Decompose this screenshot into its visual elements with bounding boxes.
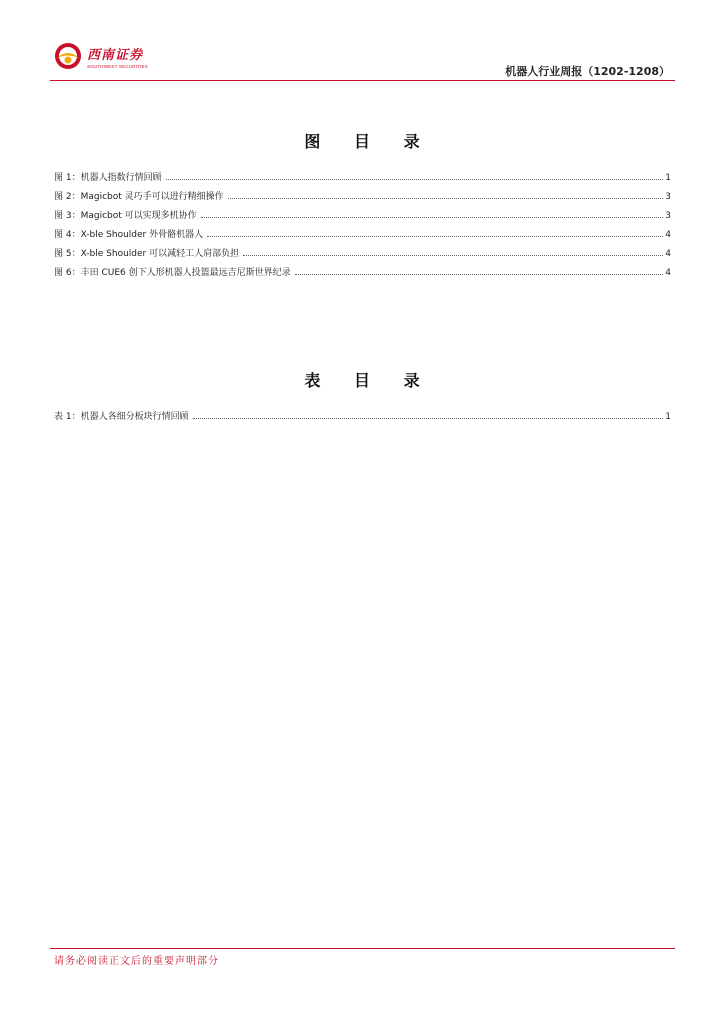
header-divider — [50, 80, 675, 81]
toc-entry-label: 图 1：机器人指数行情回顾 — [54, 173, 162, 183]
toc-leader-dots — [201, 217, 664, 218]
toc-page-number: 1 — [665, 173, 671, 183]
toc-entry-figure-6[interactable] — [54, 265, 671, 284]
footer-divider — [50, 948, 675, 949]
toc-page-number: 4 — [665, 268, 671, 278]
page-header — [0, 0, 724, 82]
toc-entry-label: 图 3：Magicbot 可以实现多机协作 — [54, 211, 197, 221]
toc-page-number: 4 — [665, 230, 671, 240]
toc-leader-dots — [166, 179, 664, 180]
company-logo — [54, 42, 164, 76]
toc-page-number: 3 — [665, 192, 671, 202]
toc-leader-dots — [193, 418, 664, 419]
toc-leader-dots — [207, 236, 663, 237]
toc-entry-label: 表 1：机器人各细分板块行情回顾 — [54, 412, 189, 422]
report-title: 机器人行业周报（1202-1208） — [505, 65, 670, 78]
toc-entry-figure-5[interactable] — [54, 246, 671, 265]
figures-toc-list — [54, 170, 671, 284]
southwest-securities-logo-icon — [54, 42, 82, 70]
toc-entry-label: 图 4：X-ble Shoulder 外骨骼机器人 — [54, 230, 204, 240]
toc-page-number: 3 — [665, 211, 671, 221]
logo-chinese-name: 西南证券 — [87, 48, 144, 63]
toc-entry-label: 图 6：丰田 CUE6 创下人形机器人投篮最远吉尼斯世界纪录 — [54, 268, 291, 278]
toc-entry-figure-2[interactable] — [54, 189, 671, 208]
toc-entry-table-1[interactable] — [54, 409, 671, 428]
toc-page-number: 1 — [665, 412, 671, 422]
toc-leader-dots — [295, 274, 664, 275]
toc-page-number: 4 — [665, 249, 671, 259]
tables-toc-title: 表 目 录 — [304, 371, 434, 390]
toc-leader-dots — [243, 255, 663, 256]
logo-english-name: SOUTHWEST SECURITIES — [87, 64, 148, 69]
toc-entry-figure-1[interactable] — [54, 170, 671, 189]
toc-entry-label: 图 5：X-ble Shoulder 可以减轻工人肩部负担 — [54, 249, 240, 259]
figures-toc-title: 图 目 录 — [304, 132, 434, 151]
footer-disclaimer: 请务必阅读正文后的重要声明部分 — [54, 956, 219, 967]
toc-entry-label: 图 2：Magicbot 灵巧手可以进行精细操作 — [54, 192, 224, 202]
toc-leader-dots — [228, 198, 664, 199]
toc-entry-figure-4[interactable] — [54, 227, 671, 246]
toc-entry-figure-3[interactable] — [54, 208, 671, 227]
tables-toc-list — [54, 409, 671, 428]
